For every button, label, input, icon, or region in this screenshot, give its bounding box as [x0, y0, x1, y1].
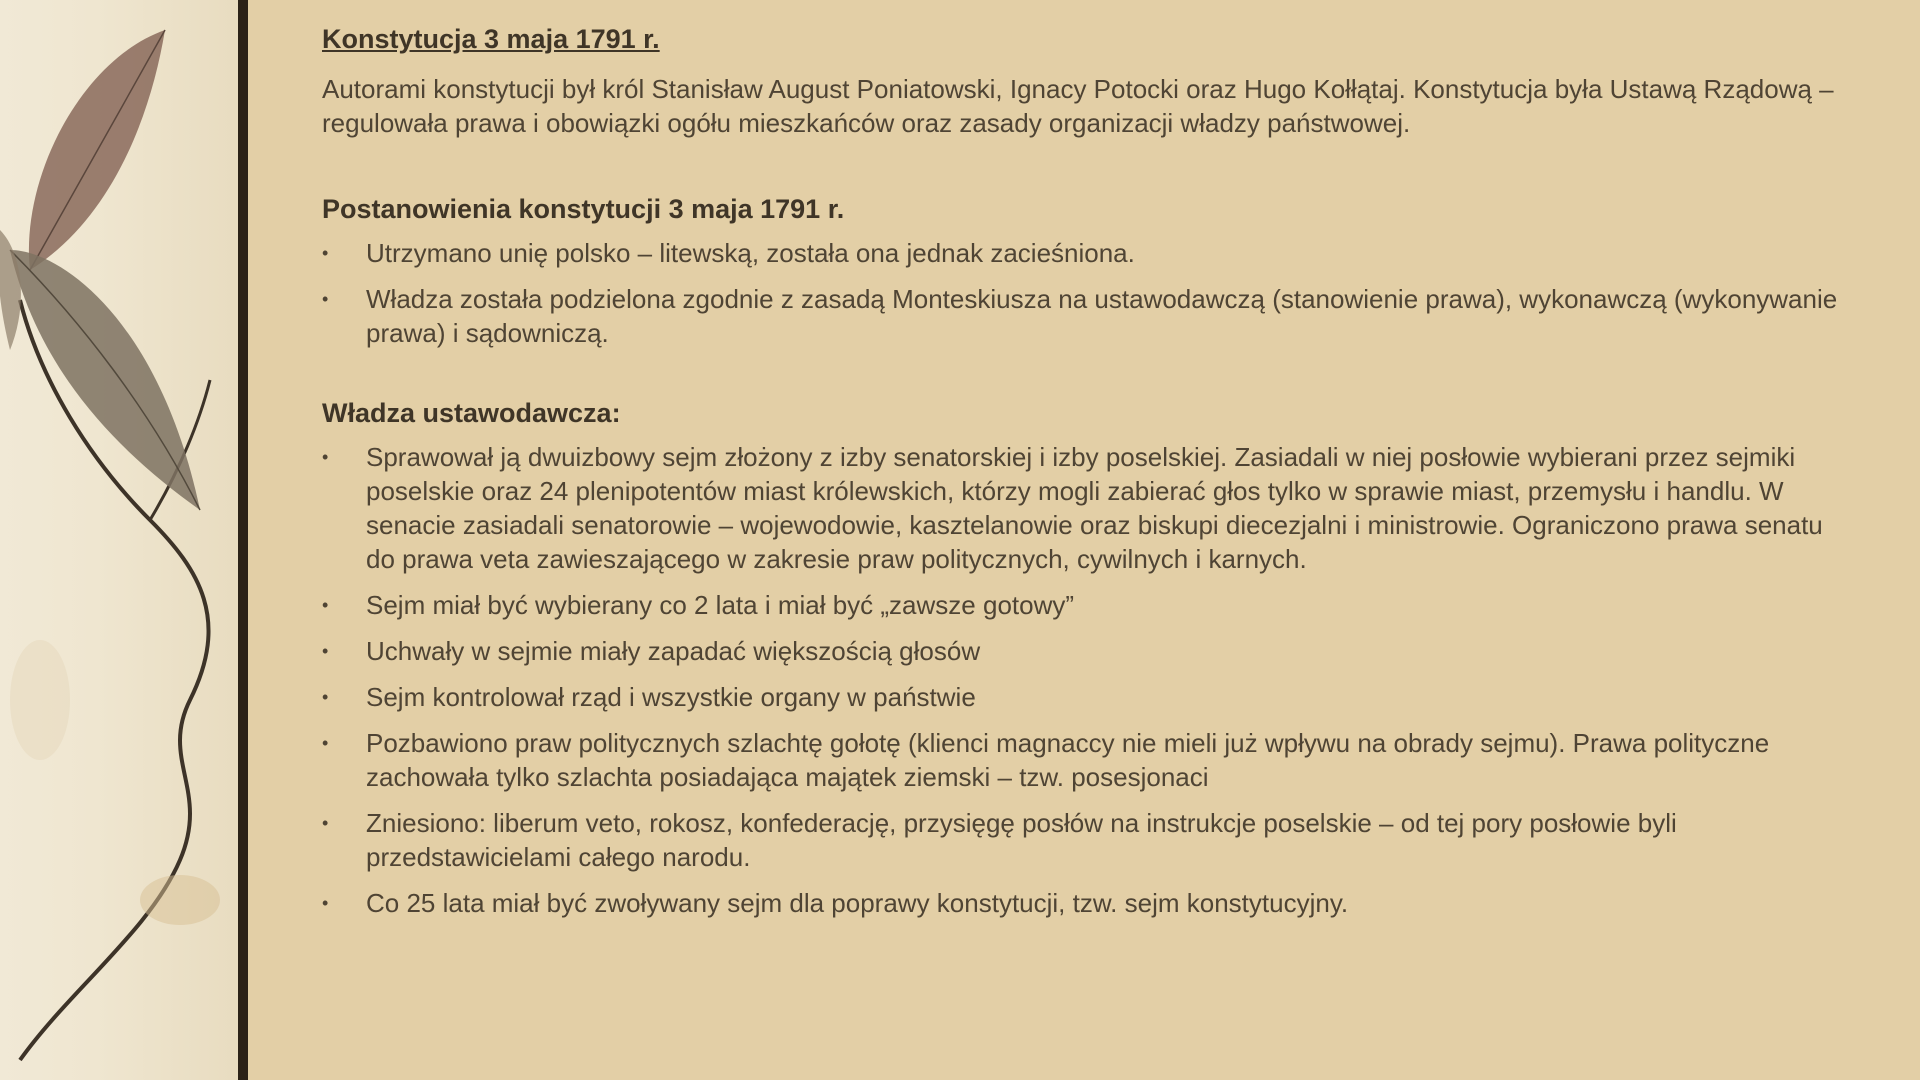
- list-item-text: Pozbawiono praw politycznych szlachtę gołotę (klienci magnaccy nie mieli już wpływu na obrady sejmu). Prawa polityczne zachowała tylko szlachta posiadająca majątek ziemski – tzw. posesjonaci: [366, 728, 1770, 792]
- list-item-text: Władza została podzielona zgodnie z zasadą Monteskiusza na ustawodawczą (stanowienie prawa), wykonawczą (wykonywanie prawa) i sądowniczą.: [366, 284, 1838, 348]
- legislative-list: [322, 440, 1842, 920]
- decorative-side-panel: [0, 0, 238, 1080]
- page-title: Konstytucja 3 maja 1791 r.: [322, 24, 660, 54]
- provisions-list: [322, 236, 1842, 350]
- list-item-text: Utrzymano unię polsko – litewską, została ona jednak zacieśniona.: [366, 238, 1135, 268]
- list-item: [322, 236, 1842, 270]
- bullet-icon: •: [322, 447, 329, 467]
- bullet-icon: •: [322, 243, 329, 263]
- bullet-icon: •: [322, 813, 329, 833]
- section-heading-legislative: Władza ustawodawcza:: [322, 398, 621, 428]
- list-item: [322, 440, 1842, 576]
- section-heading-provisions: Postanowienia konstytucji 3 maja 1791 r.: [322, 194, 845, 224]
- list-item-text: Sejm kontrolował rząd i wszystkie organy w państwie: [366, 682, 976, 712]
- bullet-icon: •: [322, 687, 329, 707]
- vertical-divider: [238, 0, 248, 1080]
- list-item: [322, 634, 1842, 668]
- content-area: [322, 20, 1842, 932]
- list-item: [322, 588, 1842, 622]
- list-item-text: Co 25 lata miał być zwoływany sejm dla poprawy konstytucji, tzw. sejm konstytucyjny.: [366, 888, 1349, 918]
- list-item-text: Zniesiono: liberum veto, rokosz, konfederację, przysięgę posłów na instrukcje poselskie – od tej pory posłowie byli przedstawicielami całego narodu.: [366, 808, 1677, 872]
- list-item-text: Uchwały w sejmie miały zapadać większością głosów: [366, 636, 981, 666]
- bullet-icon: •: [322, 733, 329, 753]
- bullet-icon: •: [322, 289, 329, 309]
- list-item-text: Sprawował ją dwuizbowy sejm złożony z izby senatorskiej i izby poselskiej. Zasiadali w niej posłowie wybierani przez sejmiki poselskie oraz 24 plenipotentów miast królewskich, którzy mogli zabierać głos tylko w sprawie miast, przemysłu i handlu. W senacie zasiadali senatorowie – wojewodowie, kasztelanowie oraz biskupi diecezjalni i ministrowie. Ograniczono prawa senatu do prawa veta zawieszającego w zakresie praw politycznych, cywilnych i karnych.: [366, 442, 1823, 574]
- list-item: [322, 806, 1842, 874]
- list-item: [322, 726, 1842, 794]
- list-item: [322, 680, 1842, 714]
- intro-paragraph: Autorami konstytucji był król Stanisław August Poniatowski, Ignacy Potocki oraz Hugo Kołłątaj. Konstytucja była Ustawą Rządową – regulowała prawa i obowiązki ogółu mieszkańców oraz zasady organizacji władzy państwowej.: [322, 74, 1834, 138]
- bullet-icon: •: [322, 595, 329, 615]
- legislative-section: [322, 394, 1842, 920]
- bullet-icon: •: [322, 641, 329, 661]
- list-item-text: Sejm miał być wybierany co 2 lata i miał być „zawsze gotowy”: [366, 590, 1075, 620]
- provisions-section: [322, 190, 1842, 350]
- list-item: [322, 282, 1842, 350]
- list-item: [322, 886, 1842, 920]
- bullet-icon: •: [322, 893, 329, 913]
- leaf-branch-illustration: [0, 0, 238, 1080]
